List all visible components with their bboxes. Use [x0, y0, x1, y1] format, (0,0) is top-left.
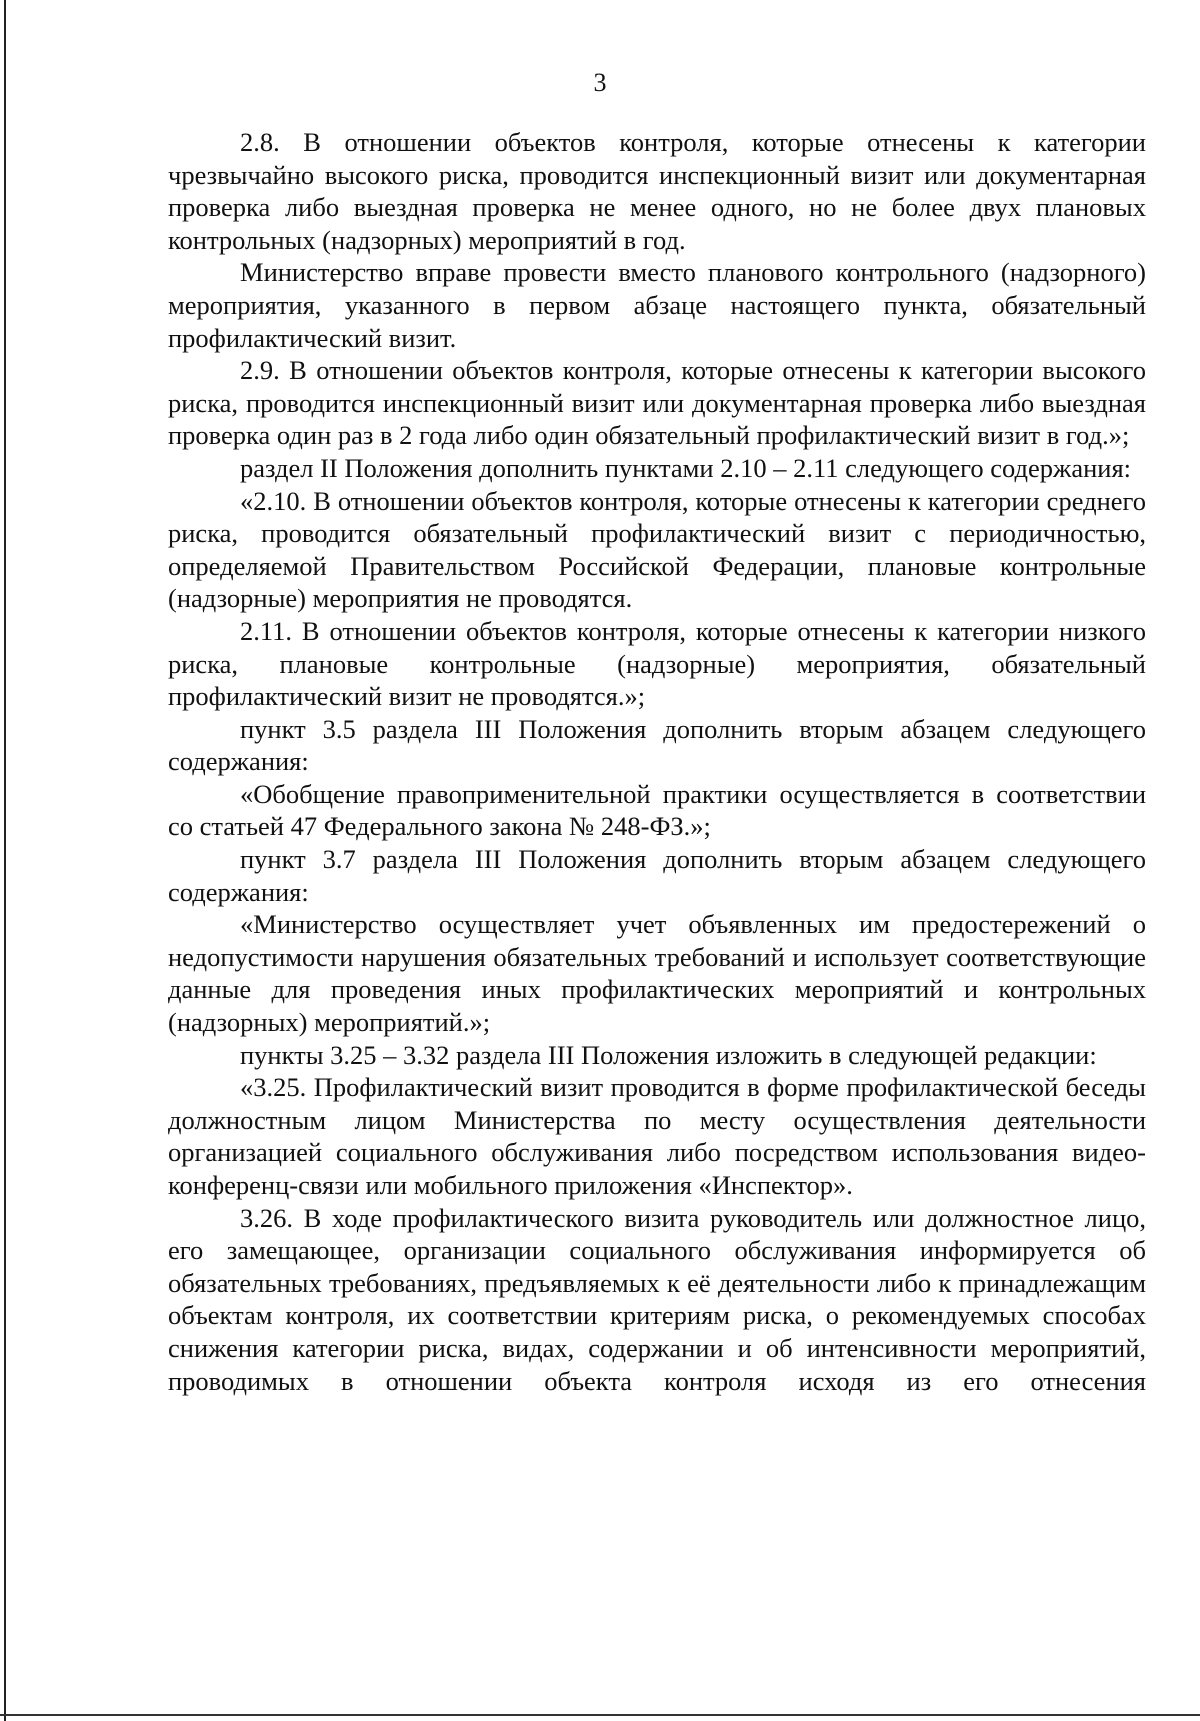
page-number: 3 — [593, 68, 607, 97]
paragraph-clauses-3-25-3-32-amendment: пункты 3.25 – 3.32 раздела III Положения изложить в следующей редакции: — [240, 1039, 1097, 1070]
scan-edge-bottom — [0, 1714, 1200, 1716]
paragraph-ministry-right: Министерство вправе провести вместо планового контрольного (надзорного) мероприятия, указанного в первом абзаце настоящего пункта, обязательный профилактический визит. — [168, 257, 1146, 353]
scan-edge-left — [4, 0, 6, 1721]
paragraph-2-11: 2.11. В отношении объектов контроля, которые отнесены к категории низкого риска, плановые контрольные (надзорные) мероприятия, обязательный профилактический визит не проводятся.»; — [168, 615, 1146, 712]
paragraph-section-2-amendment: раздел II Положения дополнить пунктами 2.10 – 2.11 следующего содержания: — [240, 452, 1131, 483]
paragraph-clause-3-5-text: «Обобщение правоприменительной практики осуществляется в соответствии со статьей 47 Федерального закона № 248-ФЗ.»; — [168, 778, 1146, 842]
paragraph-clause-3-5-amendment: пункт 3.5 раздела III Положения дополнить вторым абзацем следующего содержания: — [168, 713, 1146, 777]
document-body — [168, 126, 1146, 1397]
paragraph-clause-3-7-amendment: пункт 3.7 раздела III Положения дополнить вторым абзацем следующего содержания: — [168, 844, 1146, 907]
paragraph-3-26: 3.26. В ходе профилактического визита руководитель или должностное лицо, его замещающее, организации социального обслуживания информируется об обязательных требованиях, предъявляемых к её деятельности либо к принадлежащим объектам контроля, их соответствии критериям риска, о рекомендуемых способах снижения категории риска, видах, содержании и об интенсивности мероприятий, проводимых в отношении объекта контроля исходя из его отнесения — [168, 1202, 1146, 1396]
paragraph-2-10: «2.10. В отношении объектов контроля, которые отнесены к категории среднего риска, проводится обязательный профилактический визит с периодичностью, определяемой Правительством Российской Федерации, плановые контрольные (надзорные) мероприятия не проводятся. — [168, 485, 1146, 614]
paragraph-2-8: 2.8. В отношении объектов контроля, которые отнесены к категории чрезвычайно высокого риска, проводится инспекционный визит или документарная проверка либо выездная проверка не менее одного, но не более двух плановых контрольных (надзорных) мероприятий в год. — [168, 127, 1146, 255]
paragraph-2-9: 2.9. В отношении объектов контроля, которые отнесены к категории высокого риска, проводится инспекционный визит или документарная проверка либо выездная проверка один раз в 2 года либо один обязательный профилактический визит в год.»; — [168, 355, 1146, 451]
paragraph-clause-3-7-text: «Министерство осуществляет учет объявленных им предостережений о недопустимости нарушения обязательных требований и использует соответствующие данные для проведения иных профилактических мероприятий и контрольных (надзорных) мероприятий.»; — [168, 909, 1146, 1038]
paragraph-3-25: «3.25. Профилактический визит проводится в форме профилактической беседы должностным лицом Министерства по месту осуществления деятельности организацией социального обслуживания либо посредством использования видео-конференц-связи или мобильного приложения «Инспектор». — [168, 1072, 1146, 1200]
